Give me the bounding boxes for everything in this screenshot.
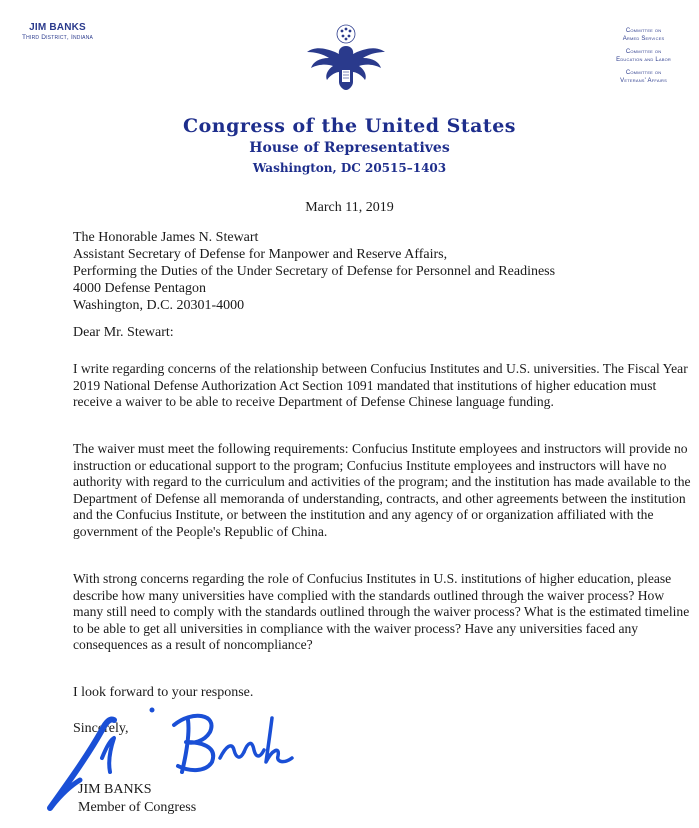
recipient-line: 4000 Defense Pentagon [73,281,206,296]
body-paragraph: I write regarding concerns of the relationship between Confucius Institutes and U.S. universities. The Fiscal Year 2019 National Defense Authorization Act Section 1091 mandated that institutions of higher education must receive a waiver to be able to receive Department of Defense Chinese language funding. [73,361,688,409]
committee-name: Veterans' Affairs [620,77,667,84]
salutation: Dear Mr. Stewart: [73,325,174,340]
member-name: JIM BANKS [29,22,86,33]
office-address: Washington, DC 20515–1403 [252,161,447,175]
committee-label: Committee on [625,49,662,55]
body-paragraph: The waiver must meet the following requirements: Confucius Institute employees and instructors will provide no instruction or educational support to the program; Confucius Institute employees and instructors will have no authority with regard to the curriculum and activities of the program; and the institution has made available to the Department of Defense all memoranda of understanding, contracts, and other agreements between the institution and the Confucius Institute, or between the institution and any agency of or organization affiliated with the government of the People's Republic of China. [73,441,691,539]
closing-line: I look forward to your response. [73,685,254,700]
member-district: Third District, Indiana [22,33,94,41]
congress-heading: Congress of the United States [183,115,516,137]
committee-armed-services [616,28,671,43]
sign-off: Sincerely, [73,721,129,736]
committee-list [616,28,671,91]
house-heading: House of Representatives [249,140,450,156]
committee-label: Committee on [625,70,662,76]
letter-date: March 11, 2019 [305,200,394,215]
recipient-line: Assistant Secretary of Defense for Manpower and Reserve Affairs, [73,247,448,262]
recipient-line: Washington, D.C. 20301-4000 [73,298,245,313]
committee-label: Committee on [625,28,662,34]
letterhead-member-block [22,22,93,41]
signer-name: JIM BANKS [78,782,152,797]
committee-name: Education and Labor [616,56,671,63]
committee-veterans-affairs [616,70,671,85]
body-paragraph: With strong concerns regarding the role of Confucius Institutes in U.S. institutions of higher education, please describe how many universities have complied with the standards outlined through the waiver process? How many still need to comply with the standards outlined through the waiver process? What is the estimated timeline to be able to get all universities in compliance with the waiver process? Have any universities faced any consequences as a result of noncompliance? [73,571,690,652]
signer-title: Member of Congress [78,800,197,815]
committee-education-labor [616,49,671,64]
recipient-block [73,229,555,314]
recipient-line: The Honorable James N. Stewart [73,230,259,245]
committee-name: Armed Services [622,35,665,42]
house-seal-icon [305,22,387,94]
recipient-line: Performing the Duties of the Under Secretary of Defense for Personnel and Readiness [73,264,556,279]
